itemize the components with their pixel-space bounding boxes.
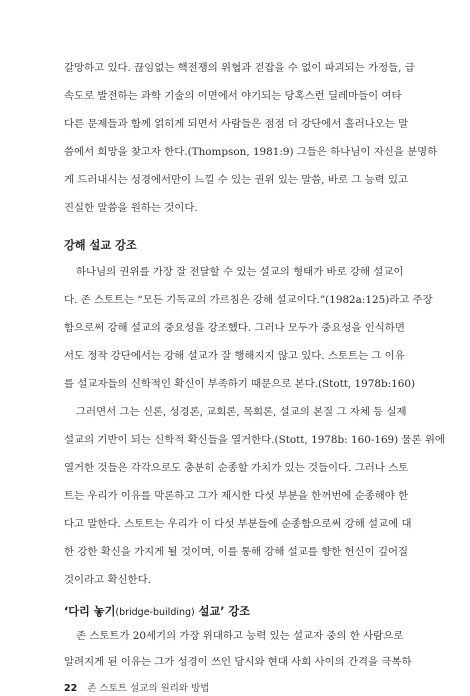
- text-line-content: 다른 문제들과 함께 얽히게 되면서 사람들은 점점 더 강단에서 흘러나오는 말: [64, 118, 409, 130]
- heading-text: ‘다리 놓기: [64, 605, 116, 618]
- text-line-content: 설교의 기반이 되는 신학적 확신들을 열거한다.(Stott, 1978b: 160-169) 물론 위에: [64, 434, 445, 446]
- heading-text: 설교’ 강조: [194, 605, 251, 618]
- text-line-content: 것이라고 확신한다.: [64, 574, 151, 586]
- text-line-content: 속도로 발전하는 과학 기술의 이면에서 야기되는 당혹스런 딜레마들이 여타: [64, 90, 402, 102]
- text-line-content: 게 드러내시는 성경에서만이 느낄 수 있는 권위 있는 말씀, 바로 그 능력 있고: [64, 174, 409, 186]
- heading-text-english: (bridge-building): [115, 607, 195, 618]
- text-line-content: 알려지게 된 이유는 그가 성경이 쓰인 당시와 현대 사회 사이의 간격을 극복하: [64, 656, 412, 668]
- page-number: 22: [64, 683, 78, 694]
- page-footer: [64, 680, 209, 694]
- text-line-content: 함으로써 강해 설교의 중요성을 강조했다. 그러나 모두가 중요성을 인식하면: [64, 322, 405, 334]
- text-line-content: 서도 정작 강단에서는 강해 설교가 잘 행해지지 않고 있다. 스토트는 그 이유: [64, 350, 405, 362]
- text-line-content: 열거한 것들은 각각으로도 충분히 순종할 가치가 있는 것들이다. 그러나 스토: [64, 462, 409, 474]
- text-line-content: 진실한 말씀을 원하는 것이다.: [64, 202, 198, 214]
- text-line-content: 하나님의 권위를 가장 잘 전달할 수 있는 설교의 형태가 바로 강해 설교이: [76, 266, 404, 278]
- text-line-content: 를 설교자들의 신학적인 확신이 부족하기 때문으로 본다.(Stott, 1978b:160): [64, 378, 416, 390]
- section-heading-expository-preaching: [64, 238, 137, 254]
- text-line-content: 다고 말한다. 스토트는 우리가 이 다섯 부분들에 순종함으로써 강해 설교에 대: [64, 518, 412, 530]
- text-line-content: 존 스토트가 20세기의 가장 위대하고 능력 있는 설교자 중의 한 사람으로: [76, 630, 404, 642]
- text-line-content: 다. 존 스토트는 “모든 기독교의 가르침은 강해 설교이다.”(1982a:125)라고 주장: [64, 294, 433, 306]
- text-line-content: 트는 우리가 이유를 막론하고 그가 제시한 다섯 부분을 한꺼번에 순종해야 한: [64, 490, 409, 502]
- section-heading-bridge-building: [64, 604, 250, 621]
- text-line-content: 그러면서 그는 신론, 성경론, 교회론, 목회론, 설교의 본질 그 자체 등 실제: [76, 406, 407, 418]
- running-title: 존 스토트 설교의 원리와 방법: [87, 683, 210, 694]
- text-line-content: 한 강한 확신을 가지게 될 것이며, 이를 통해 강해 설교를 향한 헌신이 깊어질: [64, 546, 409, 558]
- text-line-content: 씀에서 희망을 찾고자 한다.(Thompson, 1981:9) 그들은 하나님이 자신을 분명하: [64, 146, 438, 158]
- heading-text: 강해 설교 강조: [64, 239, 137, 252]
- text-line-content: 갈망하고 있다. 끊임없는 핵전쟁의 위협과 걷잡을 수 없이 파괴되는 가정들, 급: [64, 62, 415, 74]
